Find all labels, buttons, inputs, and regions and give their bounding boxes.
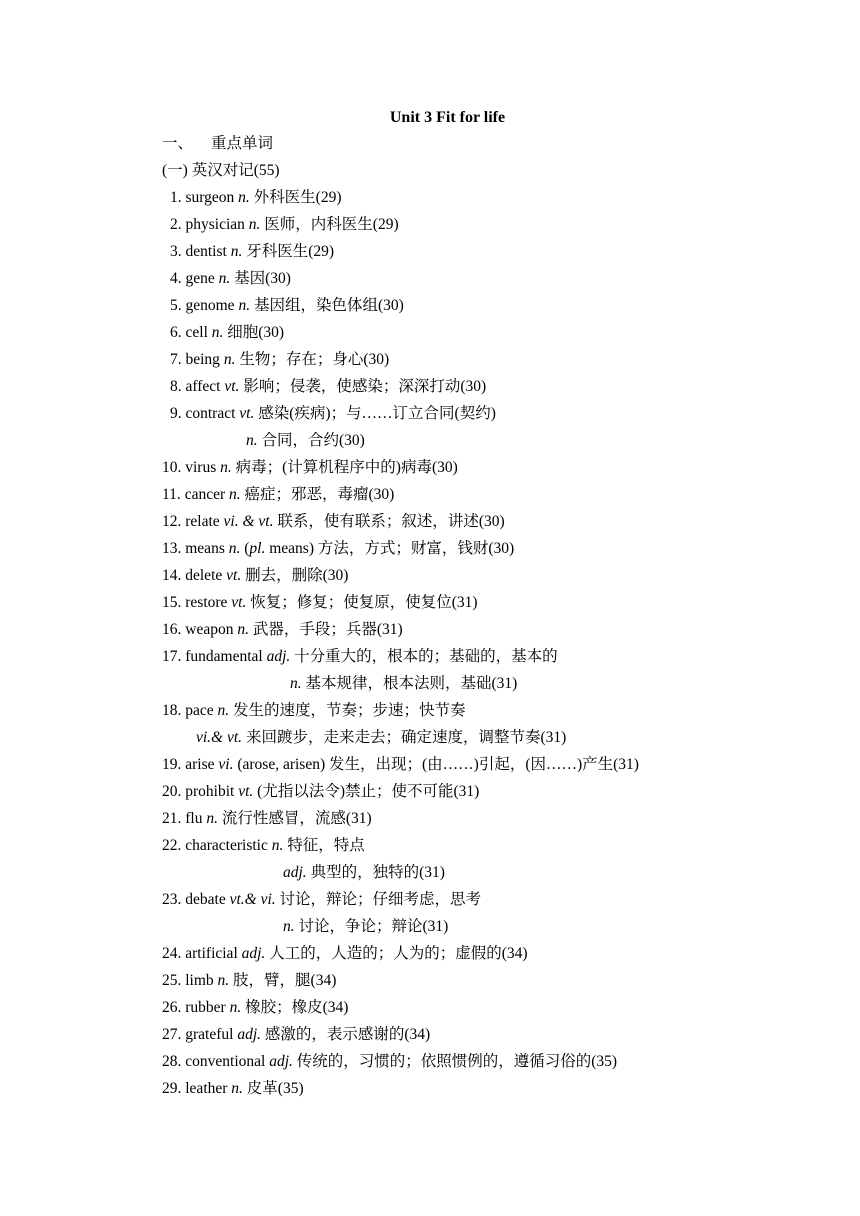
vocab-entry-continuation [0, 728, 860, 755]
vocab-entry-text [162, 971, 336, 991]
entry-word: prohibit [185, 783, 235, 800]
entry-definition: 细胞(30) [227, 324, 285, 341]
entry-part-of-speech: n. [290, 675, 302, 692]
entry-part-of-speech: n. [229, 486, 241, 503]
vocab-entry-text [170, 323, 284, 343]
vocab-entry [0, 485, 860, 512]
entry-number: 27. [162, 1026, 182, 1043]
entry-word: characteristic [185, 837, 268, 854]
entry-word: rubber [185, 999, 226, 1016]
entry-definition: 十分重大的，根本的；基础的，基本的 [294, 648, 558, 665]
entry-definition: 联系，使有联系；叙述，讲述(30) [277, 513, 505, 530]
entry-definition: 影响；侵袭，使感染；深深打动(30) [243, 378, 487, 395]
entry-part-of-speech: n. [238, 297, 251, 314]
entry-word: cell [185, 324, 208, 341]
entry-number: 6. [170, 324, 182, 341]
entry-number: 22. [162, 837, 182, 854]
entry-word: means [185, 540, 225, 557]
entry-word: physician [185, 216, 245, 233]
entry-word: delete [185, 567, 223, 584]
entry-part-of-speech: n. [217, 972, 230, 989]
entry-part-of-speech: vt. [231, 594, 247, 611]
entry-definition: 感染(疾病)；与……订立合同(契约) [258, 405, 496, 422]
entry-part-of-speech: vt.& vi. [229, 891, 276, 908]
vocab-entry-text [170, 269, 291, 289]
vocab-entry-text [162, 809, 372, 829]
entry-definition: 人工的，人造的；人为的；虚假的(34) [269, 945, 528, 962]
entry-part-of-speech: vt. [226, 567, 242, 584]
entry-word: gene [185, 270, 215, 287]
entry-part-of-speech: vi.& vt. [196, 729, 243, 746]
entry-word: cancer [184, 486, 226, 503]
entry-word: weapon [185, 621, 234, 638]
entry-part-of-speech: vt. [238, 783, 254, 800]
entry-word: arise [185, 756, 215, 773]
entry-number: 12. [162, 513, 182, 530]
entry-part-of-speech: n. [217, 702, 230, 719]
vocab-entry-text [162, 485, 394, 505]
entry-part-of-speech: adj. [237, 1026, 262, 1043]
entry-word: being [185, 351, 220, 368]
entry-word: limb [185, 972, 214, 989]
entry-definition: 流行性感冒，流感(31) [221, 810, 372, 827]
entry-definition: 外科医生(29) [253, 189, 342, 206]
vocab-entry-text [162, 998, 348, 1018]
vocab-entry-text [162, 539, 514, 559]
vocab-entry [0, 242, 860, 269]
vocab-entry [0, 782, 860, 809]
entry-part-of-speech: n. [230, 243, 243, 260]
entry-number: 18. [162, 702, 182, 719]
vocab-entry-text [162, 944, 528, 964]
entry-number: 20. [162, 783, 182, 800]
entry-part-of-speech: n. [271, 837, 284, 854]
vocab-entry [0, 1079, 860, 1106]
vocab-entry-text [170, 404, 496, 424]
entry-definition: 橡胶；橡皮(34) [245, 999, 349, 1016]
vocab-entry-text [170, 242, 334, 262]
entry-number: 26. [162, 999, 182, 1016]
entry-definition: 传统的，习惯的；依照惯例的，遵循习俗的(35) [296, 1053, 618, 1070]
entry-part-of-speech: n. [238, 189, 250, 206]
vocab-entry [0, 647, 860, 674]
vocab-entry-text [162, 620, 403, 640]
entry-number: 29. [162, 1080, 182, 1097]
entry-number: 28. [162, 1053, 182, 1070]
vocab-entry [0, 593, 860, 620]
vocab-entry-text [283, 917, 448, 937]
entry-part-of-speech: n. [223, 351, 236, 368]
page-title: Unit 3 Fit for life [389, 109, 506, 126]
entry-definition: 武器，手段；兵器(31) [252, 621, 403, 638]
entry-definition: 来回踱步，走来走去；确定速度，调整节奏(31) [245, 729, 567, 746]
vocab-entry [0, 350, 860, 377]
vocab-entry [0, 215, 860, 242]
vocab-entry-text [162, 566, 348, 586]
entry-definition: 讨论，辩论；仔细考虑，思考 [279, 891, 482, 908]
entry-part-of-speech: vi. [218, 756, 234, 773]
entry-word: pace [185, 702, 214, 719]
entry-number: 17. [162, 648, 182, 665]
vocab-entry [0, 998, 860, 1025]
entry-definition: 发生，出现；(由……)引起，(因……)产生(31) [329, 756, 639, 773]
vocab-entry-text [170, 377, 486, 397]
vocab-entry-text [162, 512, 505, 532]
entry-word: surgeon [185, 189, 235, 206]
entry-word: leather [185, 1080, 228, 1097]
entry-definition: 恢复；修复；使复原，使复位(31) [250, 594, 478, 611]
entry-word: virus [185, 459, 217, 476]
entry-definition: 特征，特点 [287, 837, 365, 854]
entry-part-of-speech: n. [246, 432, 258, 449]
vocab-entry-text [246, 431, 365, 451]
vocab-entry-text [170, 296, 404, 316]
vocab-entry-text [162, 1052, 617, 1072]
vocab-entry [0, 971, 860, 998]
entry-part-of-speech: vt. [239, 405, 255, 422]
vocab-entry [0, 1052, 860, 1079]
entry-number: 19. [162, 756, 182, 773]
vocab-entry-text [170, 188, 342, 208]
vocab-entry [0, 188, 860, 215]
entry-number: 1. [170, 189, 182, 206]
entry-number: 9. [170, 405, 182, 422]
entry-part-of-speech: n. [231, 1080, 243, 1097]
vocab-entry-text [162, 1079, 304, 1099]
entry-word: grateful [185, 1026, 234, 1043]
vocab-entry [0, 458, 860, 485]
vocab-entry [0, 620, 860, 647]
vocab-entry-text [170, 350, 389, 370]
entry-part-of-speech: n. [220, 459, 232, 476]
entry-definition: 基因组，染色体组(30) [253, 297, 404, 314]
entry-word: debate [185, 891, 226, 908]
section-heading-words [162, 134, 273, 154]
entry-definition: 病毒；(计算机程序中的)病毒(30) [235, 459, 458, 476]
entry-definition: 皮革(35) [246, 1080, 304, 1097]
vocab-entry-text [162, 782, 479, 802]
entry-part-of-speech: n. [206, 810, 218, 827]
entry-word: restore [185, 594, 228, 611]
vocab-entry [0, 701, 860, 728]
entry-word: dentist [185, 243, 227, 260]
entry-number: 8. [170, 378, 182, 395]
vocab-entry-text [162, 836, 365, 856]
section-number: 一、 [162, 135, 194, 152]
entry-definition: 删去，删除(30) [245, 567, 349, 584]
vocab-entry-text [283, 863, 445, 883]
entry-word: genome [185, 297, 235, 314]
entry-definition: 癌症；邪恶，毒瘤(30) [244, 486, 395, 503]
entry-definition: 发生的速度，节奏；步速；快节奏 [233, 702, 466, 719]
vocab-entry [0, 944, 860, 971]
vocab-entry [0, 755, 860, 782]
entry-number: 25. [162, 972, 182, 989]
entry-definition: (尤指以法令)禁止；使不可能(31) [257, 783, 480, 800]
vocab-entry-text [162, 755, 639, 775]
vocab-entry [0, 377, 860, 404]
vocab-entry [0, 404, 860, 431]
vocab-entry-continuation [0, 917, 860, 944]
vocab-entry [0, 296, 860, 323]
entry-extra: (arose, arisen) [237, 756, 326, 773]
vocab-entry [0, 890, 860, 917]
entry-part-of-speech: n. [211, 324, 224, 341]
section-label: 重点单词 [211, 135, 274, 152]
vocab-entry [0, 566, 860, 593]
entry-word: flu [185, 810, 203, 827]
vocab-entry-text [162, 890, 481, 910]
entry-definition: 方法，方式；财富，钱财(30) [317, 540, 515, 557]
entry-definition: 基因(30) [234, 270, 291, 287]
entry-part-of-speech: adj. [269, 1053, 293, 1070]
entry-definition: 合同，合约(30) [261, 432, 365, 449]
entry-definition: 典型的，独特的(31) [310, 864, 445, 881]
entry-part-of-speech: n. [218, 270, 231, 287]
vocab-entry-continuation [0, 863, 860, 890]
entry-word: affect [185, 378, 221, 395]
entry-word: conventional [185, 1053, 266, 1070]
vocab-entry [0, 323, 860, 350]
vocab-entry [0, 836, 860, 863]
subsection-heading: (一) 英汉对记(55) [162, 162, 280, 179]
entry-number: 13. [162, 540, 182, 557]
entry-number: 3. [170, 243, 182, 260]
vocab-entry-continuation [0, 674, 860, 701]
entry-number: 21. [162, 810, 182, 827]
vocab-entry-text [196, 728, 566, 748]
vocab-entry [0, 1025, 860, 1052]
entry-definition: 医师，内科医生(29) [264, 216, 399, 233]
entry-part-of-speech: n. [283, 918, 295, 935]
entry-part-of-speech: n. [229, 999, 242, 1016]
entry-definition: 牙科医生(29) [246, 243, 335, 260]
vocab-entry-text [162, 647, 558, 667]
entry-definition: 感激的，表示感谢的(34) [264, 1026, 431, 1043]
entry-part-of-speech: n. [237, 621, 249, 638]
entry-part-of-speech: adj. [266, 648, 291, 665]
vocab-entry-text [162, 701, 466, 721]
entry-number: 15. [162, 594, 182, 611]
entry-part-of-speech: vt. [224, 378, 240, 395]
entry-word: relate [185, 513, 220, 530]
entry-part-of-speech: n. [248, 216, 261, 233]
entry-number: 5. [170, 297, 182, 314]
vocab-entry-continuation [0, 431, 860, 458]
entry-number: 10. [162, 459, 182, 476]
vocab-entry-text [162, 458, 458, 478]
entry-word: contract [185, 405, 236, 422]
entry-number: 14. [162, 567, 182, 584]
entry-word: fundamental [185, 648, 263, 665]
entry-number: 24. [162, 945, 182, 962]
vocab-entry-text [290, 674, 517, 694]
entry-number: 2. [170, 216, 182, 233]
vocab-entry [0, 512, 860, 539]
vocab-entry [0, 539, 860, 566]
vocab-entry-text [162, 1025, 430, 1045]
vocab-entry-text [170, 215, 399, 235]
entry-number: 23. [162, 891, 182, 908]
entry-definition: 生物；存在；身心(30) [239, 351, 390, 368]
entry-definition: 肢，臂，腿(34) [233, 972, 337, 989]
vocabulary-list [0, 188, 860, 1106]
entry-number: 4. [170, 270, 182, 287]
entry-word: artificial [185, 945, 238, 962]
entry-part-of-speech: adj. [241, 945, 266, 962]
entry-part-of-speech: n. [228, 540, 241, 557]
vocab-entry [0, 809, 860, 836]
vocab-entry [0, 269, 860, 296]
entry-definition: 讨论，争论；辩论(31) [298, 918, 449, 935]
entry-number: 11. [162, 486, 181, 503]
entry-part-of-speech: vi. & vt. [223, 513, 274, 530]
entry-extra: (pl. means) [244, 540, 314, 557]
entry-number: 16. [162, 621, 182, 638]
entry-number: 7. [170, 351, 182, 368]
entry-part-of-speech: adj. [283, 864, 307, 881]
entry-definition: 基本规律，根本法则，基础(31) [305, 675, 518, 692]
vocab-entry-text [162, 593, 478, 613]
